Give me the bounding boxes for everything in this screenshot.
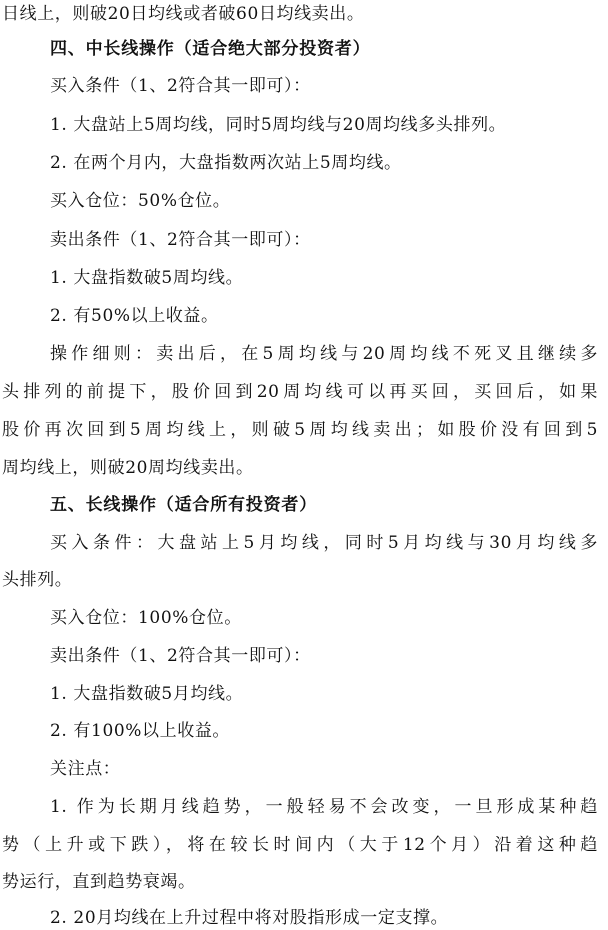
- sell-conditions-label: 卖出条件（1、2符合其一即可）：: [50, 230, 311, 250]
- long-sell-item-2: 2. 有100%以上收益。: [50, 721, 231, 741]
- section-heading-5: 五、长线操作（适合所有投资者）: [50, 495, 317, 515]
- sell-item-2: 2. 有50%以上收益。: [50, 306, 219, 326]
- long-sell-conditions-label: 卖出条件（1、2符合其一即可）：: [50, 646, 311, 666]
- list-item-2: 2. 在两个月内，大盘指数两次站上5周均线。: [50, 153, 402, 173]
- attention-point-1-line-1: 1. 作为长期月线趋势，一般轻易不会改变，一旦形成某种趋: [50, 797, 598, 817]
- detail-line-4: 周均线上，则破20周均线卖出。: [2, 458, 254, 478]
- list-item-1: 1. 大盘站上5周均线，同时5周均线与20周均线多头排列。: [50, 115, 507, 135]
- attention-point-1-line-3: 势运行，直到趋势衰竭。: [2, 872, 196, 892]
- long-buy-condition-line-2: 头排列。: [2, 570, 73, 590]
- detail-line-3: 股价再次回到5周均线上，则破5周均线卖出；如股价没有回到5: [2, 420, 598, 440]
- section-heading-4: 四、中长线操作（适合绝大部分投资者）: [50, 39, 371, 59]
- attention-point-1-line-2: 势（上升或下跌），将在较长时间内（大于12个月）沿着这种趋: [2, 835, 598, 855]
- detail-line-1: 操作细则：卖出后，在5周均线与20周均线不死叉且继续多: [50, 344, 598, 364]
- attention-point-2: 2. 20月均线在上升过程中将对股指形成一定支撑。: [50, 908, 449, 928]
- buy-conditions-label: 买入条件（1、2符合其一即可）：: [50, 76, 311, 96]
- text-line-1: 日线上，则破20日均线或者破60日均线卖出。: [2, 4, 365, 24]
- long-sell-item-1: 1. 大盘指数破5月均线。: [50, 684, 244, 704]
- long-buy-position-text: 买入仓位：100%仓位。: [50, 608, 242, 628]
- sell-item-1: 1. 大盘指数破5周均线。: [50, 268, 244, 288]
- detail-line-2: 头排列的前提下，股价回到20周均线可以再买回，买回后，如果: [2, 382, 598, 402]
- long-buy-condition-line-1: 买入条件：大盘站上5月均线，同时5月均线与30月均线多: [50, 533, 598, 553]
- buy-position-text: 买入仓位：50%仓位。: [50, 191, 231, 211]
- attention-label: 关注点：: [50, 759, 121, 779]
